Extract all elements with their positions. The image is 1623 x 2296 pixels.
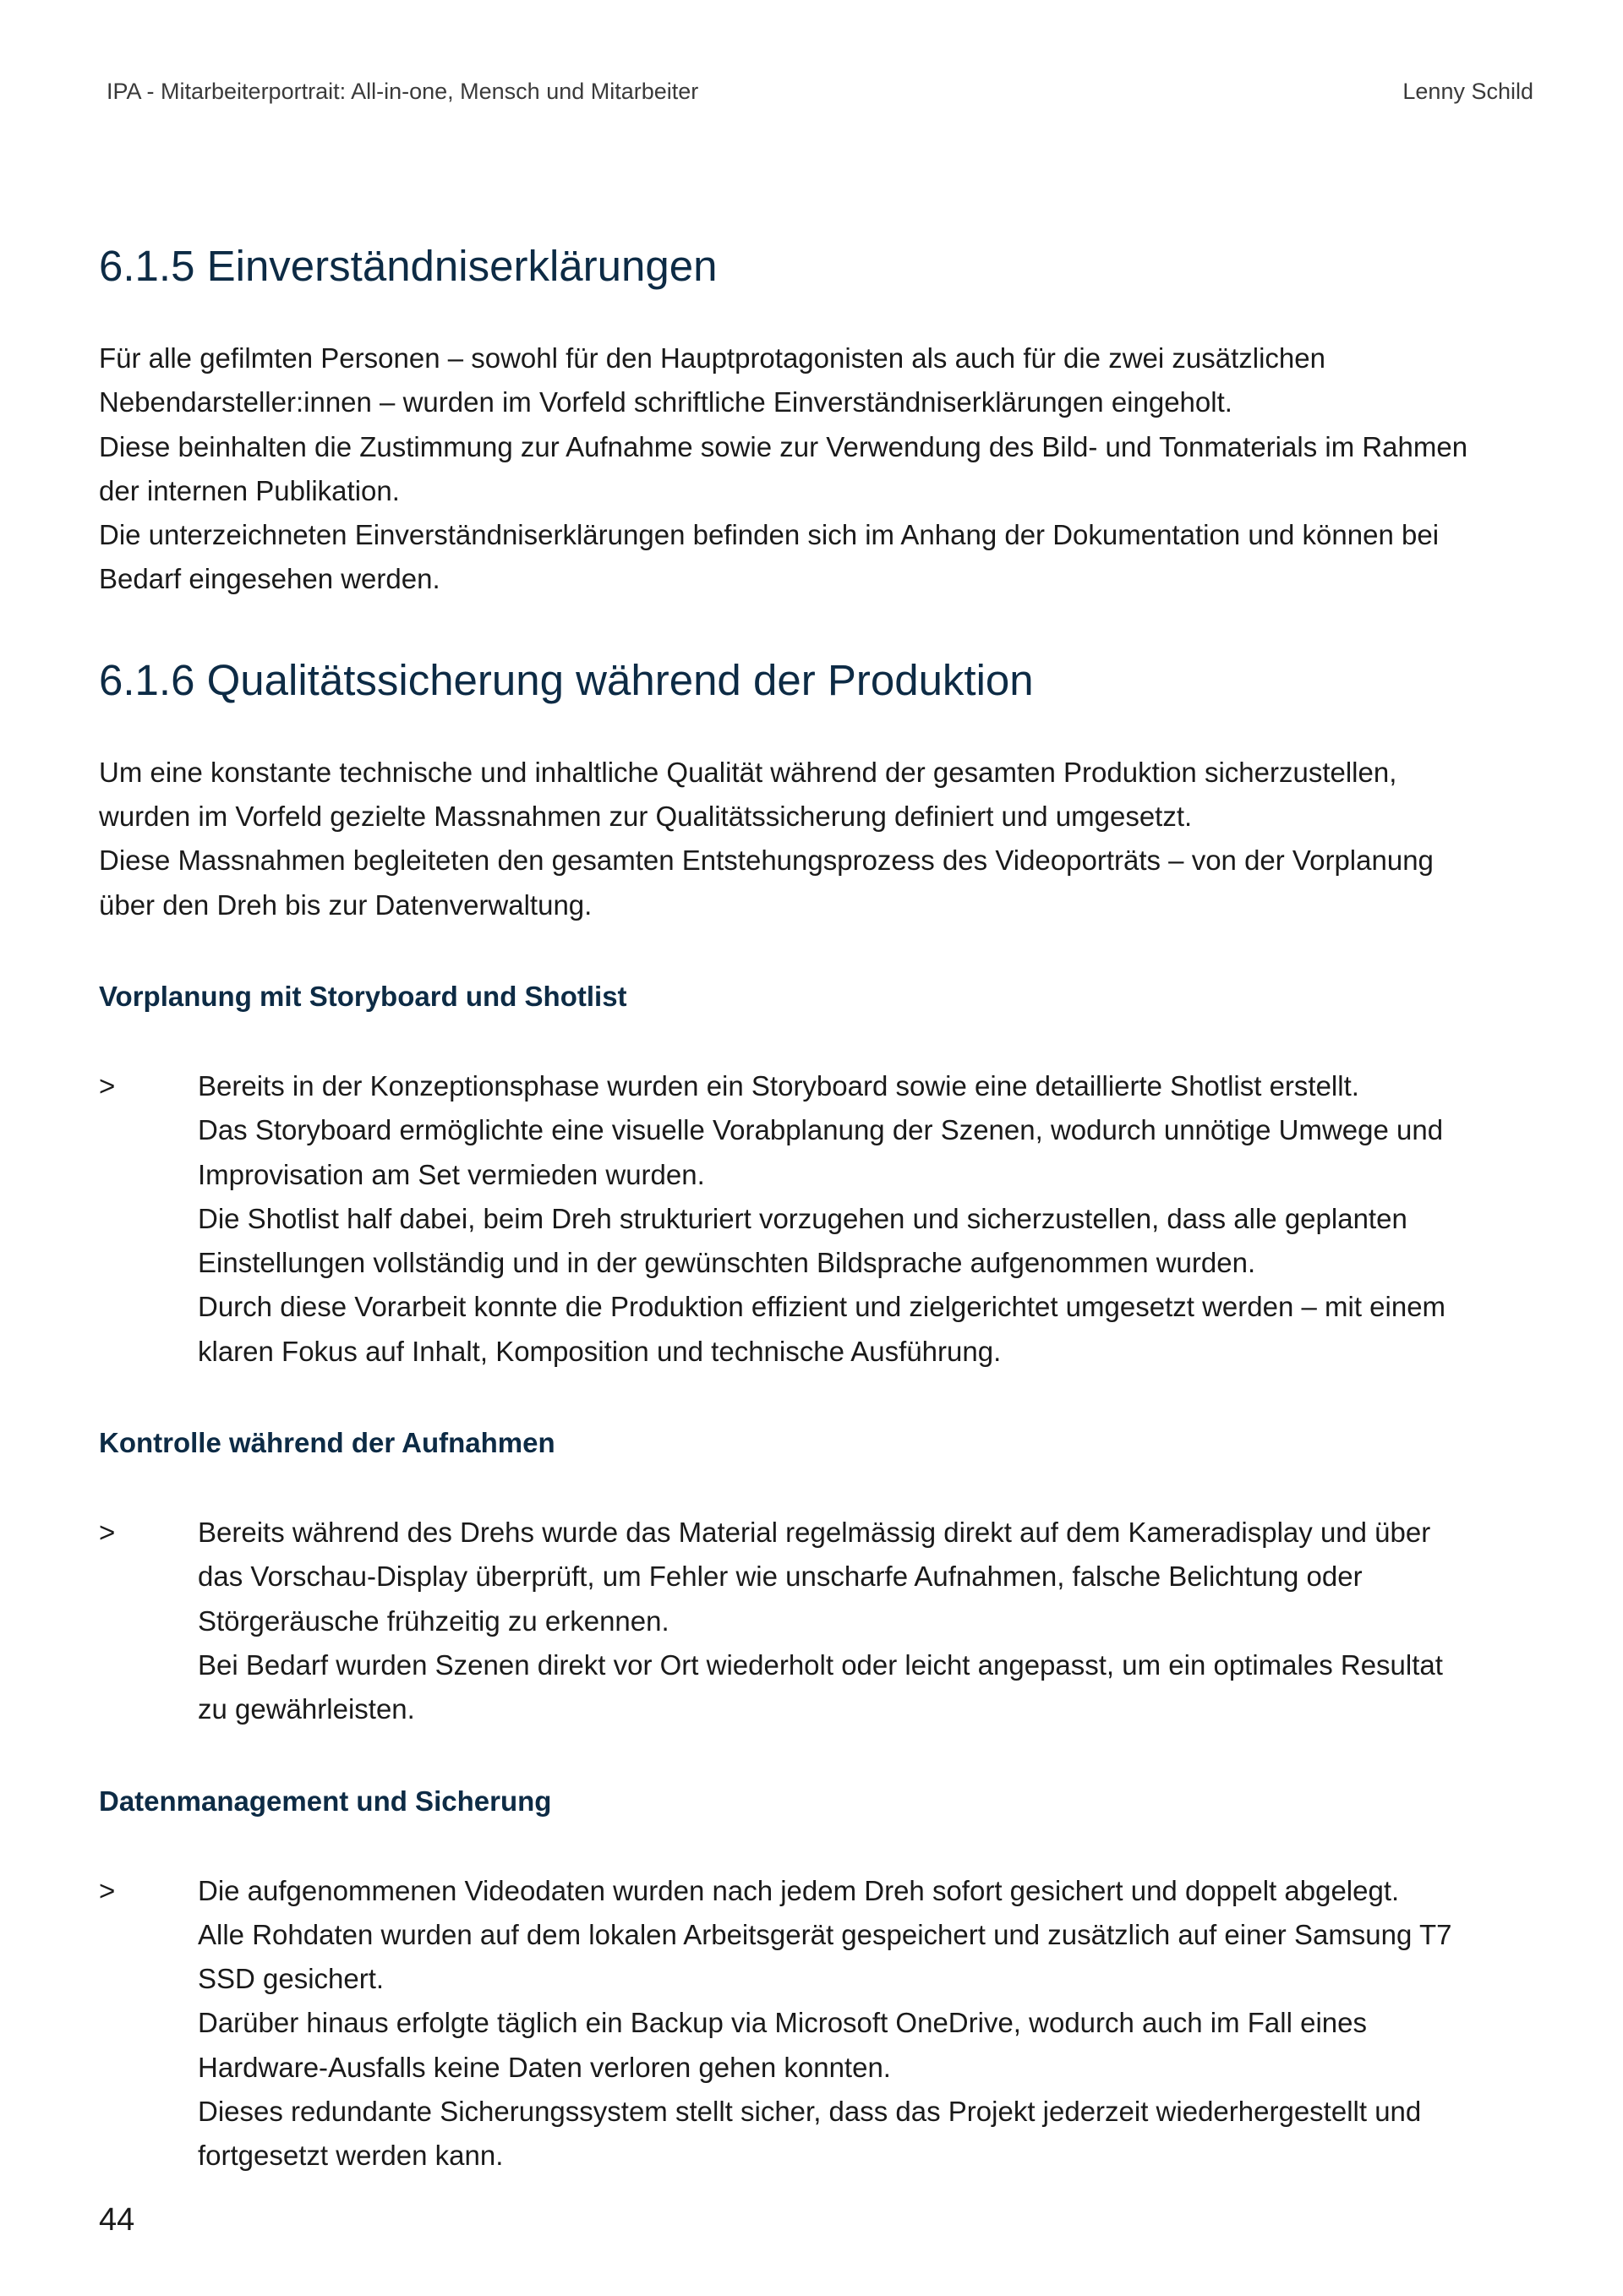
paragraph-einverstaendnis — [99, 336, 1536, 602]
bullet-marker: > — [99, 1517, 116, 1549]
bullet-text — [198, 1064, 1445, 1374]
text-line: Bedarf eingesehen werden. — [99, 563, 440, 595]
page-number: 44 — [99, 2202, 135, 2238]
subheading-vorplanung: Vorplanung mit Storyboard und Shotlist — [99, 980, 627, 1012]
header-author: Lenny Schild — [1402, 79, 1533, 104]
text-line: Nebendarsteller:innen – wurden im Vorfeld schriftliche Einverständniserklärungen eingeholt. — [99, 386, 1232, 418]
text-line: SSD gesichert. — [198, 1963, 385, 1995]
text-line: Improvisation am Set vermieden wurden. — [198, 1158, 705, 1190]
text-line: Durch diese Vorarbeit konnte die Produktion effizient und zielgerichtet umgesetzt werden – mit einem — [198, 1291, 1446, 1323]
page-content — [99, 230, 1536, 2178]
text-line: Dieses redundante Sicherungssystem stellt sicher, dass das Projekt jederzeit wiederhergestellt und — [198, 2096, 1422, 2128]
header-document-title: IPA - Mitarbeiterportrait: All-in-one, Mensch und Mitarbeiter — [107, 79, 699, 104]
text-line: Bereits während des Drehs wurde das Material regelmässig direkt auf dem Kameradisplay und über — [198, 1517, 1431, 1549]
bullet-item-vorplanung — [99, 1064, 1536, 1374]
text-line: Die Shotlist half dabei, beim Dreh strukturiert vorzugehen und sicherzustellen, dass alle geplanten — [198, 1202, 1407, 1234]
text-line: Störgeräusche frühzeitig zu erkennen. — [198, 1604, 669, 1637]
bullet-marker: > — [99, 1874, 116, 1906]
bullet-text — [198, 1511, 1443, 1731]
subheading-kontrolle: Kontrolle während der Aufnahmen — [99, 1427, 555, 1459]
paragraph-qualitaetssicherung — [99, 751, 1536, 927]
text-line: Diese beinhalten die Zustimmung zur Aufnahme sowie zur Verwendung des Bild- und Tonmaterials im Rahmen — [99, 430, 1468, 462]
text-line: zu gewährleisten. — [198, 1693, 415, 1725]
text-line: das Vorschau-Display überprüft, um Fehler wie unscharfe Aufnahmen, falsche Belichtung oder — [198, 1561, 1363, 1593]
text-line: klaren Fokus auf Inhalt, Komposition und technische Ausführung. — [198, 1335, 1002, 1367]
text-line: Für alle gefilmten Personen – sowohl für den Hauptprotagonisten als auch für die zwei zusätzlichen — [99, 342, 1325, 374]
text-line: Die aufgenommenen Videodaten wurden nach jedem Dreh sofort gesichert und doppelt abgelegt. — [198, 1874, 1400, 1906]
bullet-item-kontrolle — [99, 1511, 1536, 1731]
text-line: Bereits in der Konzeptionsphase wurden ein Storyboard sowie eine detaillierte Shotlist erstellt. — [198, 1069, 1359, 1102]
page-header — [107, 74, 1533, 108]
text-line: Alle Rohdaten wurden auf dem lokalen Arbeitsgerät gespeichert und zusätzlich auf einer Samsung T7 — [198, 1918, 1452, 1950]
heading-6-1-6: 6.1.6 Qualitätssicherung während der Produktion — [99, 655, 1034, 704]
text-line: wurden im Vorfeld gezielte Massnahmen zur Qualitätssicherung definiert und umgesetzt. — [99, 801, 1193, 833]
text-line: Darüber hinaus erfolgte täglich ein Backup via Microsoft OneDrive, wodurch auch im Fall eines — [198, 2007, 1367, 2039]
text-line: Diese Massnahmen begleiteten den gesamten Entstehungsprozess des Videoporträts – von der Vorplanung — [99, 845, 1434, 877]
text-line: Hardware-Ausfalls keine Daten verloren gehen konnten. — [198, 2051, 891, 2083]
bullet-item-datenmanagement — [99, 1869, 1536, 2178]
text-line: Einstellungen vollständig und in der gewünschten Bildsprache aufgenommen wurden. — [198, 1247, 1256, 1279]
text-line: Bei Bedarf wurden Szenen direkt vor Ort wiederholt oder leicht angepasst, um ein optimales Resultat — [198, 1648, 1443, 1681]
heading-6-1-5: 6.1.5 Einverständniserklärungen — [99, 242, 718, 290]
bullet-marker: > — [99, 1069, 116, 1102]
text-line: Die unterzeichneten Einverständniserklärungen befinden sich im Anhang der Dokumentation und können bei — [99, 519, 1440, 551]
text-line: Um eine konstante technische und inhaltliche Qualität während der gesamten Produktion sicherzustellen, — [99, 756, 1397, 788]
bullet-text — [198, 1869, 1451, 2178]
text-line: über den Dreh bis zur Datenverwaltung. — [99, 888, 593, 921]
subheading-datenmanagement: Datenmanagement und Sicherung — [99, 1785, 552, 1817]
text-line: fortgesetzt werden kann. — [198, 2140, 504, 2172]
text-line: der internen Publikation. — [99, 474, 400, 506]
text-line: Das Storyboard ermöglichte eine visuelle Vorabplanung der Szenen, wodurch unnötige Umwege und — [198, 1114, 1444, 1146]
